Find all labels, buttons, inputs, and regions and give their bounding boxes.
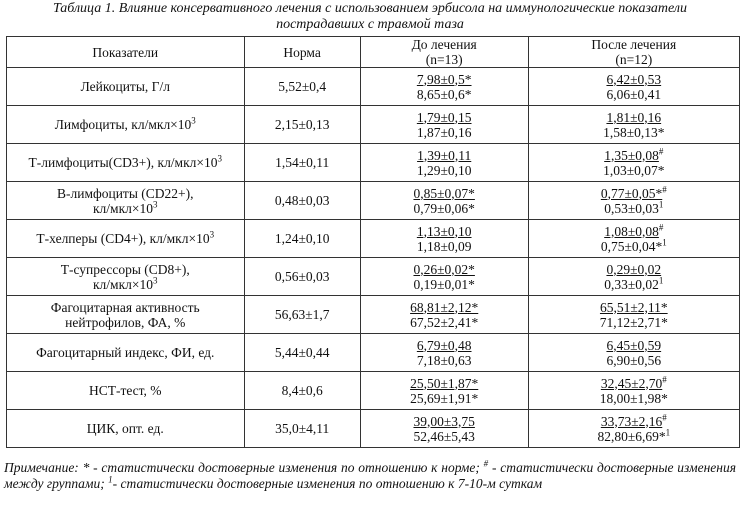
norm-value: 2,15±0,13 xyxy=(274,117,330,132)
norm-cell xyxy=(244,106,360,144)
before-value-day2 xyxy=(410,391,478,406)
after-value-2: 6,06±0,41 xyxy=(606,86,662,102)
before-value-2: 8,65±0,6* xyxy=(416,86,472,102)
before-values xyxy=(361,186,528,216)
after-values xyxy=(529,110,739,140)
after-value-day2 xyxy=(603,163,664,178)
caption-line-2: пострадавших с травмой таза xyxy=(276,17,464,32)
caption-line-1: Таблица 1. Влияние консервативного лечения с использованием эрбисола на иммунологические показатели xyxy=(52,1,688,16)
before-value-2: 1,87±0,16 xyxy=(416,124,472,140)
before-value-day2 xyxy=(417,353,472,368)
after-cell xyxy=(528,144,739,182)
before-value-1: 6,79±0,48 xyxy=(416,337,472,353)
norm-value: 1,24±0,10 xyxy=(274,231,330,246)
indicator-name-text: НСТ-тест, % xyxy=(88,383,162,398)
before-cell xyxy=(360,258,528,296)
after-mark-1: # xyxy=(662,374,667,384)
footnote-sup-1: # xyxy=(483,458,489,469)
table-caption xyxy=(0,1,740,33)
after-cell xyxy=(528,68,739,106)
indicator-unit-text: кл/мкл×10 xyxy=(93,200,153,216)
footnote-part-1: * - статистически достоверные изменения по отношению к норме; xyxy=(78,460,484,475)
after-value-1: 1,35±0,08 xyxy=(604,147,659,163)
before-value-1: 1,13±0,10 xyxy=(416,223,472,239)
before-value-day2 xyxy=(413,201,474,216)
after-values xyxy=(529,186,739,216)
after-mark-2: 1 xyxy=(658,199,664,209)
header-row xyxy=(7,37,740,68)
after-value-1: 32,45±2,70 xyxy=(600,375,663,391)
before-values xyxy=(361,224,528,254)
table-row xyxy=(7,334,740,372)
before-value-day1 xyxy=(417,72,472,87)
after-value-day2 xyxy=(604,201,663,216)
before-value-1: 25,50±1,87* xyxy=(410,375,479,391)
after-value-day1 xyxy=(606,72,661,87)
after-cell xyxy=(528,296,739,334)
before-value-2: 52,46±5,43 xyxy=(413,428,475,444)
table-row xyxy=(7,372,740,410)
indicator-unit-text: нейтрофилов, ФА, % xyxy=(65,314,186,330)
after-value-2: 0,53±0,03 xyxy=(604,200,659,216)
norm-value: 0,48±0,03 xyxy=(274,193,330,208)
immunology-table xyxy=(6,36,740,448)
before-value-day2 xyxy=(417,125,472,140)
before-value-2: 25,69±1,91* xyxy=(410,390,479,406)
before-cell xyxy=(360,68,528,106)
before-value-2: 67,52±2,41* xyxy=(410,314,479,330)
after-values xyxy=(529,414,739,444)
before-value-day1 xyxy=(413,186,474,201)
before-value-1: 0,26±0,02* xyxy=(413,261,475,277)
norm-cell xyxy=(244,334,360,372)
before-cell xyxy=(360,372,528,410)
norm-cell xyxy=(244,182,360,220)
table-row xyxy=(7,182,740,220)
before-value-day2 xyxy=(417,87,472,102)
before-values xyxy=(361,110,528,140)
indicator-cell xyxy=(7,144,245,182)
header-indicators: Показатели xyxy=(7,37,245,68)
norm-cell xyxy=(244,220,360,258)
after-mark-1: # xyxy=(658,146,664,156)
before-value-day2 xyxy=(417,239,472,254)
footnote-part-3: - статистически достоверные изменения по отношению к 7-10-м суткам xyxy=(112,476,543,491)
before-value-day1 xyxy=(417,338,472,353)
indicator-unit-sup: 3 xyxy=(191,115,196,126)
after-values xyxy=(529,148,739,178)
indicator-unit-sup: 3 xyxy=(209,229,215,240)
before-value-1: 1,39±0,11 xyxy=(417,147,472,163)
norm-cell xyxy=(244,296,360,334)
after-mark-2: 1 xyxy=(658,275,664,285)
before-values xyxy=(361,72,528,102)
indicator-name-text: Т-супрессоры (CD8+), xyxy=(60,261,190,277)
after-mark-2: 1 xyxy=(662,237,667,247)
after-value-day1 xyxy=(601,414,667,429)
indicator-name-text: ЦИК, опт. ед. xyxy=(86,421,164,436)
norm-value: 5,44±0,44 xyxy=(274,345,330,360)
indicator-name-text: В-лимфоциты (CD22+), xyxy=(56,185,194,201)
after-mark-1: # xyxy=(658,222,664,232)
indicator-cell xyxy=(7,182,245,220)
before-cell xyxy=(360,106,528,144)
after-values xyxy=(529,338,739,368)
indicator-name-line-2 xyxy=(7,277,244,292)
after-value-day1 xyxy=(606,110,661,125)
after-value-1: 33,73±2,16 xyxy=(600,413,663,429)
after-cell xyxy=(528,182,739,220)
before-cell xyxy=(360,220,528,258)
footnote-label: Примечание: xyxy=(4,460,79,475)
before-value-day1 xyxy=(413,414,474,429)
after-value-day1 xyxy=(601,186,667,201)
before-values xyxy=(361,338,528,368)
footnote-part-2: - статистически достоверные изменения между группами; xyxy=(4,460,736,491)
after-values xyxy=(529,224,739,254)
after-value-2: 71,12±2,71* xyxy=(599,314,668,330)
after-value-day2 xyxy=(604,277,663,292)
norm-cell xyxy=(244,68,360,106)
after-cell xyxy=(528,106,739,144)
before-value-day2 xyxy=(413,429,474,444)
before-value-2: 0,79±0,06* xyxy=(413,200,475,216)
after-values xyxy=(529,376,739,406)
norm-value: 8,4±0,6 xyxy=(281,383,323,398)
norm-cell xyxy=(244,144,360,182)
indicator-cell xyxy=(7,68,245,106)
after-value-day1 xyxy=(604,224,663,239)
after-value-2: 82,80±6,69* xyxy=(597,428,666,444)
header-before xyxy=(360,37,528,68)
before-value-2: 0,19±0,01* xyxy=(413,276,475,292)
indicator-name-text: Лейкоциты, Г/л xyxy=(80,79,170,94)
indicator-name-line-1 xyxy=(7,186,244,201)
indicator-name-line-1 xyxy=(7,262,244,277)
after-value-day2 xyxy=(600,315,668,330)
indicator-cell xyxy=(7,410,245,448)
table-row xyxy=(7,296,740,334)
before-value-1: 39,00±3,75 xyxy=(413,413,475,429)
after-value-1: 65,51±2,11* xyxy=(599,299,668,315)
indicator-name-line-2 xyxy=(7,315,244,330)
after-value-day2 xyxy=(603,125,664,140)
header-before-n: (n=13) xyxy=(425,52,463,67)
indicator-cell xyxy=(7,334,245,372)
header-after-n: (n=12) xyxy=(615,52,653,67)
before-cell xyxy=(360,410,528,448)
before-value-2: 7,18±0,63 xyxy=(416,352,472,368)
after-value-day2 xyxy=(600,391,668,406)
footnote-sup-2: 1 xyxy=(108,474,113,485)
before-cell xyxy=(360,334,528,372)
after-value-day2 xyxy=(597,429,670,444)
before-value-2: 1,18±0,09 xyxy=(416,238,472,254)
norm-value: 0,56±0,03 xyxy=(274,269,330,284)
after-value-2: 0,75±0,04* xyxy=(600,238,663,254)
before-values xyxy=(361,262,528,292)
after-cell xyxy=(528,334,739,372)
after-value-day1 xyxy=(606,262,661,277)
indicator-unit-text: кл/мкл×10 xyxy=(93,276,153,292)
norm-value: 1,54±0,11 xyxy=(275,155,330,170)
after-value-1: 6,42±0,53 xyxy=(606,71,662,87)
indicator-unit-sup: 3 xyxy=(153,275,158,285)
before-value-1: 1,79±0,15 xyxy=(416,109,472,125)
before-value-day2 xyxy=(413,277,474,292)
after-value-day2 xyxy=(601,239,667,254)
before-values xyxy=(361,376,528,406)
indicator-name-text: Т-хелперы (CD4+), кл/мкл×10 xyxy=(36,231,210,246)
after-mark-1: # xyxy=(662,412,667,422)
after-value-1: 1,08±0,08 xyxy=(604,223,659,239)
indicator-name-text: Т-лимфоциты(CD3+), кл/мкл×10 xyxy=(28,155,218,170)
after-value-2: 6,90±0,56 xyxy=(606,352,662,368)
header-after xyxy=(528,37,739,68)
indicator-name-text: Лимфоциты, кл/мкл×10 xyxy=(54,117,192,132)
before-value-day1 xyxy=(413,262,474,277)
indicator-name-text: Фагоцитарная активность xyxy=(50,299,200,315)
norm-cell xyxy=(244,410,360,448)
before-value-day1 xyxy=(417,224,472,239)
after-value-day1 xyxy=(600,300,668,315)
after-value-1: 6,45±0,59 xyxy=(606,337,662,353)
before-cell xyxy=(360,144,528,182)
after-value-day1 xyxy=(606,338,661,353)
before-values xyxy=(361,414,528,444)
after-values xyxy=(529,262,739,292)
indicator-cell xyxy=(7,372,245,410)
after-values xyxy=(529,300,739,330)
after-value-1: 1,81±0,16 xyxy=(606,109,662,125)
before-value-2: 1,29±0,10 xyxy=(416,162,472,178)
norm-cell xyxy=(244,258,360,296)
indicator-unit-sup: 3 xyxy=(217,153,223,164)
before-value-1: 68,81±2,12* xyxy=(410,299,479,315)
before-value-day2 xyxy=(410,315,478,330)
table-row xyxy=(7,220,740,258)
norm-value: 5,52±0,4 xyxy=(278,79,327,94)
table-row xyxy=(7,106,740,144)
after-value-day1 xyxy=(601,376,667,391)
header-before-label: До лечения xyxy=(411,37,477,52)
table-row xyxy=(7,68,740,106)
after-value-day2 xyxy=(606,87,661,102)
table-row xyxy=(7,410,740,448)
after-cell xyxy=(528,258,739,296)
indicator-name-line-2 xyxy=(7,201,244,216)
before-value-day1 xyxy=(417,110,472,125)
after-value-2: 1,03±0,07* xyxy=(603,162,665,178)
after-value-1: 0,29±0,02 xyxy=(606,261,662,277)
header-after-label: После лечения xyxy=(591,37,677,52)
before-value-day1 xyxy=(410,300,478,315)
header-norm: Норма xyxy=(244,37,360,68)
after-value-2: 0,33±0,02 xyxy=(604,276,659,292)
after-value-day1 xyxy=(604,148,663,163)
norm-cell xyxy=(244,372,360,410)
footnote xyxy=(4,460,736,492)
indicator-cell xyxy=(7,296,245,334)
table-row xyxy=(7,144,740,182)
after-mark-1: # xyxy=(662,184,667,194)
after-cell xyxy=(528,220,739,258)
before-values xyxy=(361,148,528,178)
after-value-2: 18,00±1,98* xyxy=(599,390,668,406)
indicator-cell xyxy=(7,258,245,296)
before-value-day1 xyxy=(410,376,478,391)
before-cell xyxy=(360,296,528,334)
after-cell xyxy=(528,410,739,448)
after-value-1: 0,77±0,05* xyxy=(600,185,663,201)
norm-value: 35,0±4,11 xyxy=(275,421,330,436)
after-value-2: 1,58±0,13* xyxy=(603,124,665,140)
indicator-cell xyxy=(7,220,245,258)
before-values xyxy=(361,300,528,330)
after-value-day2 xyxy=(606,353,661,368)
norm-value: 56,63±1,7 xyxy=(274,307,330,322)
indicator-name-text: Фагоцитарный индекс, ФИ, ед. xyxy=(36,345,215,360)
before-value-1: 7,98±0,5* xyxy=(416,71,472,87)
indicator-unit-sup: 3 xyxy=(153,199,158,209)
after-values xyxy=(529,72,739,102)
after-cell xyxy=(528,372,739,410)
before-value-1: 0,85±0,07* xyxy=(413,185,475,201)
indicator-name-line-1 xyxy=(7,300,244,315)
table-row xyxy=(7,258,740,296)
before-cell xyxy=(360,182,528,220)
indicator-cell xyxy=(7,106,245,144)
after-mark-2: 1 xyxy=(665,427,671,437)
before-value-day1 xyxy=(417,148,471,163)
before-value-day2 xyxy=(417,163,472,178)
